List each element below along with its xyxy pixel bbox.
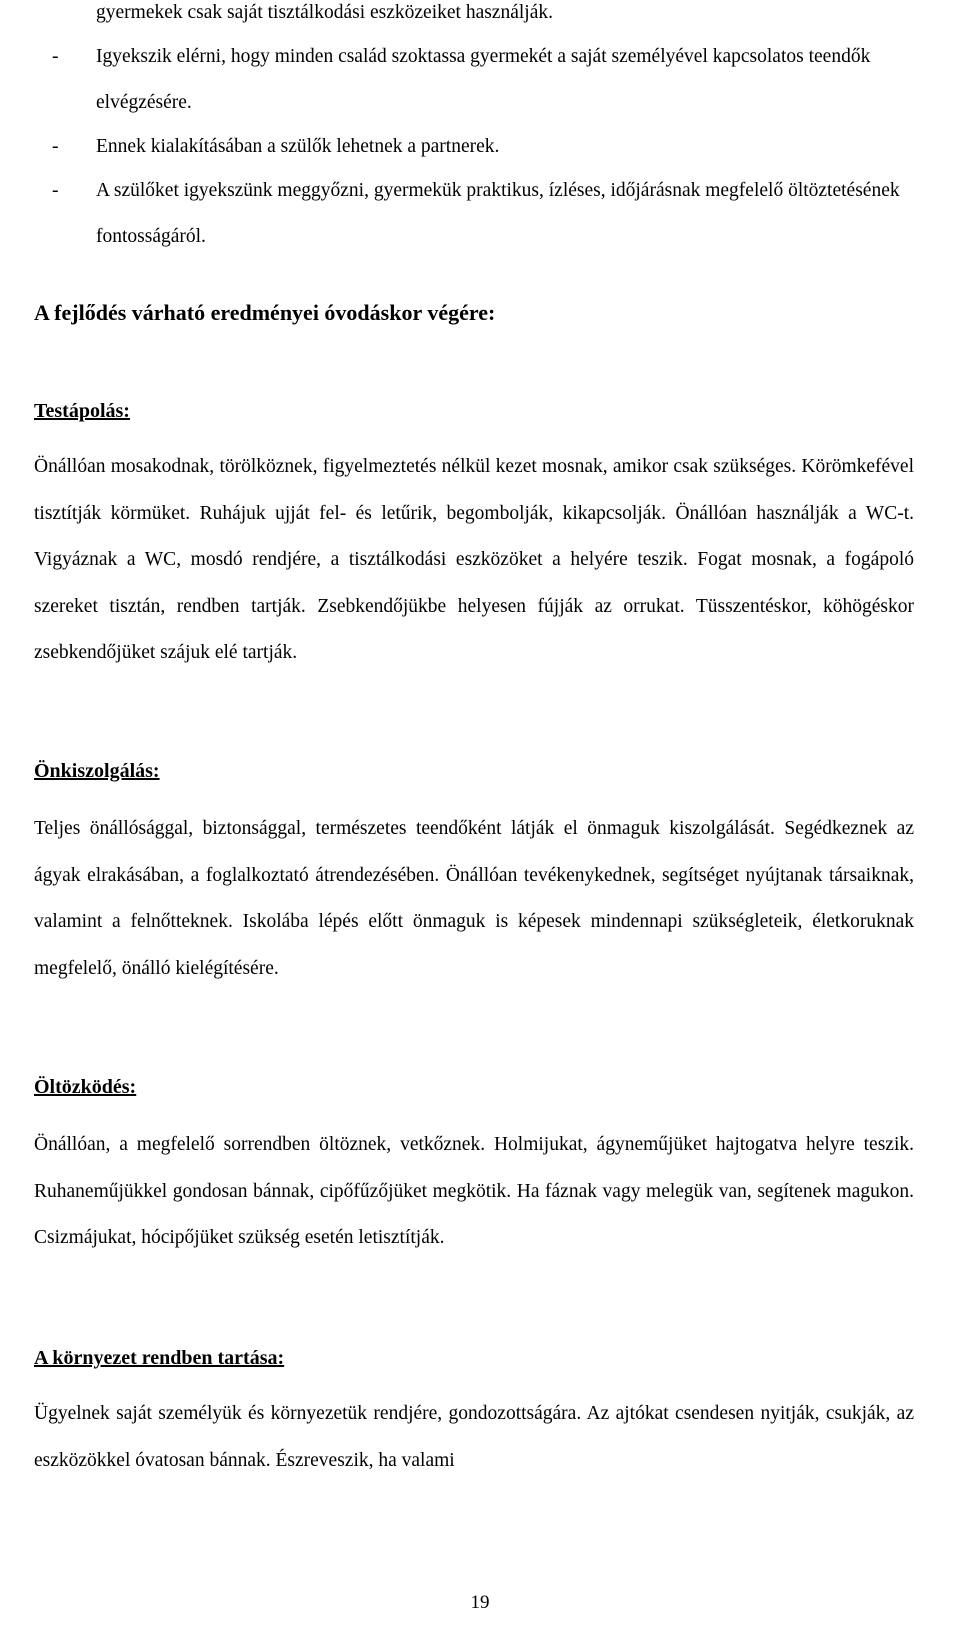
section-testapolas — [34, 396, 914, 677]
list-dash: - — [52, 46, 59, 67]
list-item-text: A szülőket igyekszünk meggyőzni, gyermekük praktikus, ízléses, időjárásnak megfelelő öltöztetésének fontosságáról. — [96, 180, 900, 247]
section-heading: A környezet rendben tartása: — [34, 1347, 285, 1369]
list-item — [34, 124, 914, 170]
list-item-text: Igyekszik elérni, hogy minden család szoktassa gyermekét a saját személyével kapcsolatos teendők elvégzésére. — [96, 46, 871, 113]
list-item — [34, 168, 914, 260]
list-dash: - — [52, 136, 59, 157]
section-heading: Önkiszolgálás: — [34, 760, 160, 782]
section-body: Ügyelnek saját személyük és környezetük rendjére, gondozottságára. Az ajtókat csendesen nyitják, csukják, az eszközökkel óvatosan bánnak. Észreveszik, ha valami — [34, 1403, 914, 1471]
page-number: 19 — [470, 1592, 490, 1613]
section-oltozkodes — [34, 1072, 914, 1262]
section-body: Teljes önállósággal, biztonsággal, természetes teendőként látják el önmaguk kiszolgálását. Segédkeznek az ágyak elrakásában, a foglalkoztató átrendezésében. Önállóan tevékenykednek, segítséget nyújtanak társaiknak, valamint a felnőtteknek. Iskolába lépés előtt önmaguk is képesek mindennapi szükségleteik, életkoruknak megfelelő, önálló kielégítésére. — [34, 818, 914, 979]
section-heading: Testápolás: — [34, 400, 130, 422]
intro-continuation — [34, 0, 914, 260]
main-heading: A fejlődés várható eredményei óvodáskor végére: — [34, 300, 496, 325]
section-onkiszolgalas — [34, 756, 914, 992]
list-item — [34, 34, 914, 126]
list-item-continuation — [34, 0, 914, 36]
continuation-text: gyermekek csak saját tisztálkodási eszközeiket használják. — [96, 2, 553, 23]
list-item-text: Ennek kialakításában a szülők lehetnek a partnerek. — [96, 136, 500, 157]
list-dash: - — [52, 180, 59, 201]
section-kornyezet — [34, 1343, 914, 1484]
section-heading: Öltözködés: — [34, 1076, 137, 1098]
section-body: Önállóan mosakodnak, törölköznek, figyelmeztetés nélkül kezet mosnak, amikor csak szükséges. Körömkefével tisztítják körmüket. Ruhájuk ujját fel- és letűrik, begombolják, kikapcsolják. Önállóan használják a WC-t. Vigyáznak a WC, mosdó rendjére, a tisztálkodási eszközöket a helyére teszik. Fogat mosnak, a fogápoló szereket tisztán, rendben tartják. Zsebkendőjükbe helyesen fújják az orrukat. Tüsszentéskor, köhögéskor zsebkendőjüket szájuk elé tartják. — [34, 456, 914, 663]
section-body: Önállóan, a megfelelő sorrendben öltöznek, vetkőznek. Holmijukat, ágyneműjüket hajtogatva helyre teszik. Ruhaneműjükkel gondosan bánnak, cipőfűzőjüket megkötik. Ha fáznak vagy melegük van, segítenek magukon. Csizmájukat, hócipőjüket szükség esetén letisztítják. — [34, 1134, 914, 1248]
